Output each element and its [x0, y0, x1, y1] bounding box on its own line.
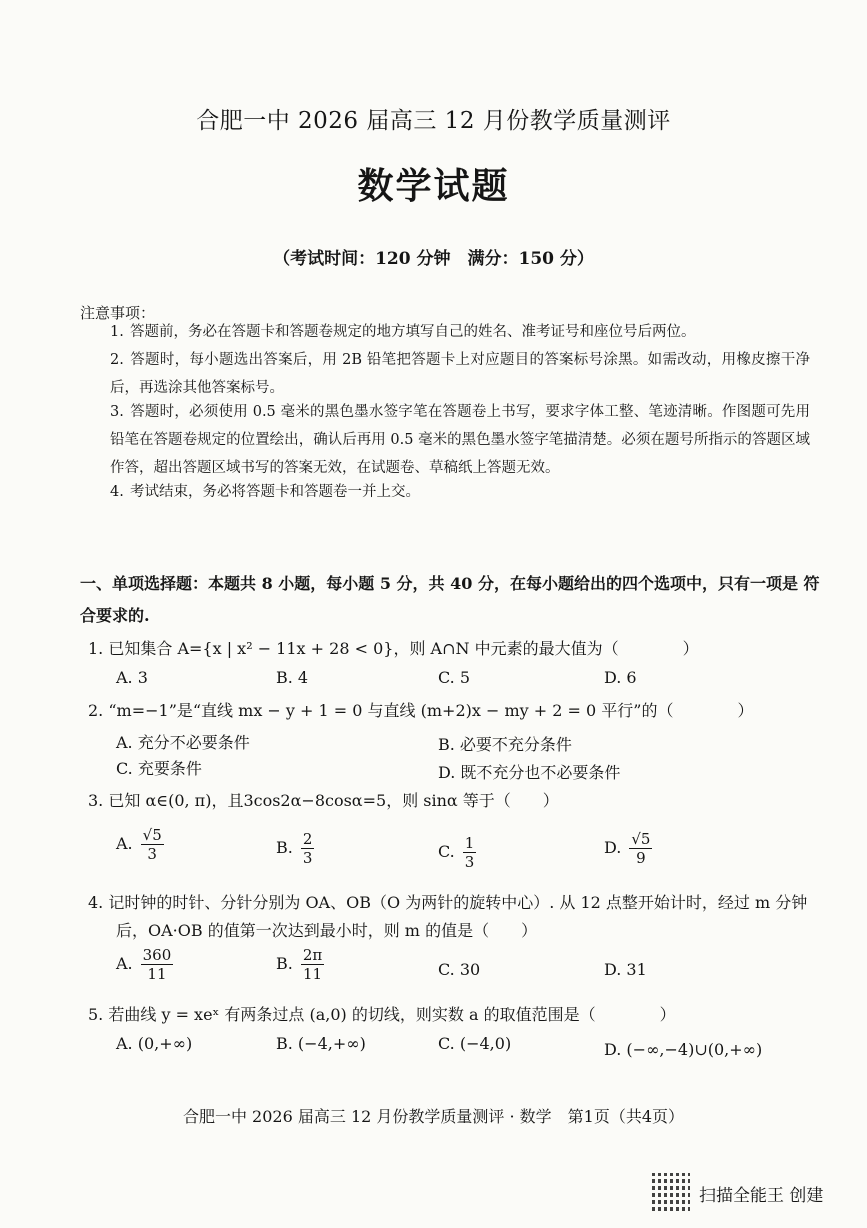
notes-heading: 注意事项：: [80, 304, 156, 322]
note-number: 2.: [110, 352, 124, 368]
section-1-title: 一、单项选择题：本题共 8 小题，每小题 5 分，共 40 分，在每小题给出的四个选项中，只有一项是 符合要求的.: [80, 574, 820, 625]
note-item: [110, 318, 810, 346]
q5-option-c: C. (−4,0): [438, 1034, 512, 1053]
option-label: A.: [116, 834, 133, 853]
fraction: [629, 830, 652, 867]
denominator: 3: [147, 845, 157, 863]
question-3-stem: 3. 已知 α∈(0, π)，且3cos2α−8cosα=5，则 sinα 等于（ ）: [88, 791, 559, 810]
q3-option-c: [438, 834, 476, 871]
numerator: 360: [142, 946, 172, 964]
fraction: [301, 946, 324, 983]
q2-option-a: A. 充分不必要条件: [116, 733, 250, 752]
q2-option-b: B. 必要不充分条件: [438, 735, 572, 754]
q2-option-c: C. 充要条件: [116, 759, 202, 778]
scanner-watermark: 扫描全能王 创建: [699, 1186, 824, 1206]
denominator: 3: [302, 849, 313, 867]
qr-code-icon: [652, 1173, 690, 1211]
numerator: 1: [464, 834, 475, 852]
note-item: [110, 478, 810, 506]
q3-option-d: [604, 830, 652, 867]
option-label: B.: [276, 954, 293, 973]
note-number: 4.: [110, 484, 124, 500]
option-label: B.: [276, 838, 293, 857]
note-text: 答题时，每小题选出答案后，用 2B 铅笔把答题卡上对应题目的答案标号涂黑。如需改动，用橡皮擦干净后，再选涂其他答案标号。: [110, 352, 810, 396]
q1-option-b: B. 4: [276, 668, 309, 687]
denominator: 3: [464, 853, 475, 871]
q4-option-d: D. 31: [604, 960, 647, 979]
question-1-stem: 1. 已知集合 A={x | x² − 11x + 28 < 0}，则 A∩N 中元素的最大值为（ ）: [88, 639, 699, 658]
option-label: D.: [604, 838, 622, 857]
q3-option-b: [276, 830, 314, 867]
note-number: 1.: [110, 324, 124, 340]
q1-option-c: C. 5: [438, 668, 471, 687]
fraction: [463, 834, 477, 871]
exam-info: （考试时间：120 分钟 满分：150 分）: [273, 249, 594, 269]
denominator: 11: [147, 965, 167, 983]
q3-option-a: [116, 826, 164, 863]
q2-option-d: D. 既不充分也不必要条件: [438, 763, 621, 782]
note-number: 3.: [110, 404, 124, 420]
q4-option-b: [276, 946, 324, 983]
numerator: 2π: [302, 946, 323, 964]
denominator: 9: [636, 849, 646, 867]
fraction: [141, 826, 164, 863]
q1-option-d: D. 6: [604, 668, 637, 687]
question-4-stem-line1: 4. 记时钟的时针、分针分别为 OA、OB（O 为两针的旋转中心）. 从 12 点整开始计时，经过 m 分钟: [88, 893, 808, 912]
numerator: √5: [142, 826, 162, 844]
q4-option-a: [116, 946, 173, 983]
q4-option-c: C. 30: [438, 960, 481, 979]
numerator: √5: [631, 830, 651, 848]
q5-option-a: A. (0,+∞): [116, 1034, 193, 1053]
q5-option-d: D. (−∞,−4)∪(0,+∞): [604, 1040, 763, 1059]
question-2-stem: 2. “m=−1”是“直线 mx − y + 1 = 0 与直线 (m+2)x − my + 2 = 0 平行”的（ ）: [88, 701, 754, 720]
option-label: A.: [116, 954, 133, 973]
note-text: 考试结束，务必将答题卡和答题卷一并上交。: [130, 484, 420, 500]
question-4-stem-line2: 后，OA·OB 的值第一次达到最小时，则 m 的值是（ ）: [116, 921, 538, 940]
denominator: 11: [303, 965, 323, 983]
numerator: 2: [302, 830, 313, 848]
note-item: [110, 398, 810, 482]
note-text: 答题前，务必在答题卡和答题卷规定的地方填写自己的姓名、准考证号和座位号后两位。: [130, 324, 696, 340]
note-text: 答题时，必须使用 0.5 毫米的黑色墨水签字笔在答题卷上书写，要求字体工整、笔迹清晰。作图题可先用铅笔在答题卷规定的位置绘出，确认后再用 0.5 毫米的黑色墨水签字笔描清楚。必须在题号所指示的答题区域作答，超出答题区域书写的答案无效，在试题卷、草稿纸上答题无效。: [110, 404, 810, 476]
fraction: [141, 946, 174, 983]
q5-option-b: B. (−4,+∞): [276, 1034, 366, 1053]
option-label: C.: [438, 842, 455, 861]
subject-title: 数学试题: [357, 165, 510, 207]
note-item: [110, 346, 810, 402]
exam-header-title: 合肥一中 2026 届高三 12 月份教学质量测评: [196, 108, 671, 134]
question-5-stem: 5. 若曲线 y = xeˣ 有两条过点 (a,0) 的切线，则实数 a 的取值范围是（ ）: [88, 1005, 676, 1024]
page-footer: 合肥一中 2026 届高三 12 月份教学质量测评 · 数学 第1页（共4页）: [182, 1107, 685, 1126]
fraction: [301, 830, 315, 867]
q1-option-a: A. 3: [116, 668, 148, 687]
